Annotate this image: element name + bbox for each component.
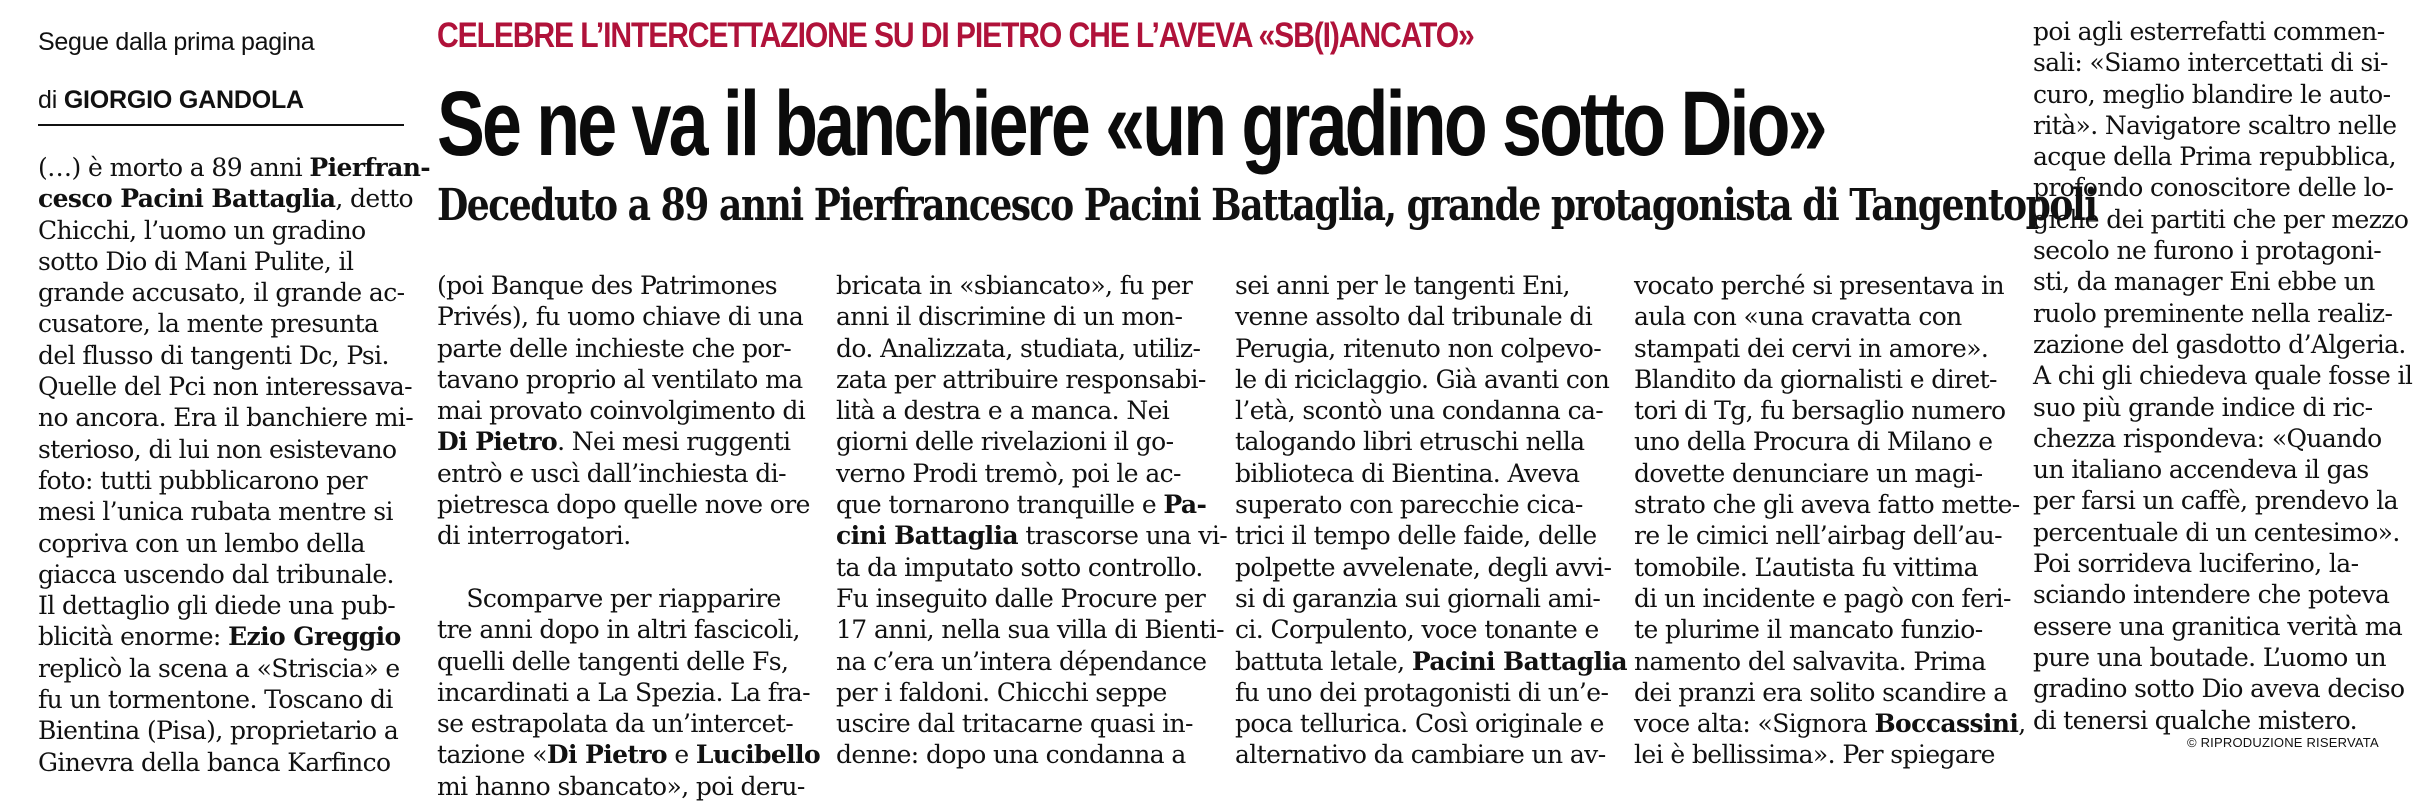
- text-line: [437, 771, 803, 802]
- text-line: [1634, 301, 2000, 332]
- text-segment: parte delle inchieste che por-: [437, 333, 792, 363]
- text-line: [836, 552, 1202, 583]
- bold-name: Pacini Battaglia: [1411, 646, 1627, 676]
- text-line: [1235, 708, 1604, 739]
- bold-name: Pierfran-: [309, 153, 431, 182]
- text-line: [836, 395, 1202, 426]
- text-segment: sei anni per le tangenti Eni,: [1235, 271, 1570, 300]
- text-line: [1634, 333, 2000, 364]
- text-line: [437, 739, 821, 770]
- text-line: [38, 340, 404, 371]
- text-line: [1634, 552, 2000, 583]
- text-line: [2033, 298, 2399, 329]
- text-segment: chezza rispondeva: «Quando: [2033, 423, 2382, 453]
- text-line: [2033, 360, 2413, 391]
- text-segment: incardinati a La Spezia. La fra-: [437, 677, 810, 707]
- text-segment: tomobile. L’autista fu vittima: [1634, 552, 1978, 582]
- text-line: [437, 646, 803, 677]
- text-segment: giche dei partiti che per mezzo: [2033, 204, 2409, 234]
- text-line: [836, 270, 1202, 301]
- text-line: [437, 489, 810, 520]
- headline: Se ne va il banchiere «un gradino sotto Dio»: [437, 73, 1825, 175]
- text-line: [836, 301, 1202, 332]
- text-segment: lei è bellissima». Per spiegare: [1634, 740, 1995, 770]
- text-segment: 17 anni, nella sua villa di Bienti-: [836, 615, 1224, 645]
- text-line: [2033, 705, 2399, 736]
- text-line: [1634, 646, 2000, 677]
- text-line: [437, 552, 803, 583]
- text-line: [38, 402, 414, 433]
- text-line: [836, 614, 1224, 645]
- text-segment: poi agli esterrefatti commen-: [2033, 17, 2385, 46]
- text-segment: mi hanno sbancato», poi deru-: [437, 771, 805, 801]
- text-line: [1634, 426, 2000, 457]
- text-segment: uno della Procura di Milano e: [1634, 427, 1993, 457]
- text-line: [2033, 141, 2399, 172]
- text-line: [1634, 489, 2020, 520]
- text-line: [2033, 204, 2409, 235]
- text-segment: Perugia, ritenuto non colpevo-: [1235, 333, 1602, 363]
- text-segment: Scomparve per riapparire: [437, 583, 781, 613]
- text-line: [836, 489, 1207, 520]
- article-column-6: [2033, 16, 2413, 736]
- text-segment: Bientina (Pisa), proprietario a: [38, 716, 399, 746]
- text-line: [836, 677, 1202, 708]
- text-segment: di tenersi qualche mistero.: [2033, 705, 2357, 735]
- bold-name: Di Pietro: [546, 740, 667, 770]
- text-line: [1235, 646, 1627, 677]
- text-line: [38, 215, 404, 246]
- text-segment: anni il discrimine di un mon-: [836, 302, 1183, 332]
- text-segment: del flusso di tangenti Dc, Psi.: [38, 340, 389, 370]
- text-segment: secolo ne furono i protagoni-: [2033, 236, 2382, 266]
- text-segment: que tornarono tranquille e: [836, 490, 1164, 520]
- text-line: [1235, 333, 1601, 364]
- kicker: CELEBRE L’INTERCETTAZIONE SU DI PIETRO CHE L’AVEVA «SB(I)ANCATO»: [437, 16, 1474, 55]
- article-column-3: [836, 270, 1228, 771]
- text-segment: e: [667, 740, 696, 770]
- text-line: [1235, 739, 1606, 770]
- text-line: [2033, 235, 2399, 266]
- text-segment: Il dettaglio gli diede una pub-: [38, 591, 396, 621]
- text-line: [437, 395, 806, 426]
- text-line: [2033, 579, 2399, 610]
- text-line: [1634, 583, 2011, 614]
- text-line: [836, 364, 1206, 395]
- text-line: [2033, 329, 2406, 360]
- text-line: [836, 426, 1202, 457]
- article-column-5: [1634, 270, 2026, 771]
- bold-name: Pa-: [1163, 490, 1207, 520]
- text-segment: zazione del gasdotto d’Algeria.: [2033, 329, 2406, 359]
- text-line: [38, 747, 404, 778]
- text-segment: sterioso, di lui non esistevano: [38, 434, 397, 464]
- text-line: [38, 528, 404, 559]
- text-segment: alternativo da cambiare un av-: [1235, 740, 1606, 770]
- text-segment: replicò la scena a «Striscia» e: [38, 653, 400, 683]
- text-segment: ,: [2018, 709, 2026, 739]
- text-line: [836, 333, 1202, 364]
- text-line: [2033, 172, 2399, 203]
- text-segment: tazione «: [437, 740, 547, 770]
- text-line: [38, 246, 404, 277]
- bold-name: Boccassini: [1874, 709, 2019, 739]
- text-segment: battuta letale,: [1235, 646, 1412, 676]
- text-segment: giorni delle rivelazioni il go-: [836, 427, 1174, 457]
- text-line: [1235, 364, 1610, 395]
- text-segment: gradino sotto Dio aveva deciso: [2033, 674, 2405, 704]
- text-segment: le di riciclaggio. Già avanti con: [1235, 364, 1610, 394]
- text-line: [1235, 583, 1601, 614]
- text-line: [38, 715, 404, 746]
- text-line: [1235, 520, 1601, 551]
- text-line: [437, 301, 803, 332]
- text-segment: na c’era un’intera dépendance: [836, 646, 1207, 676]
- text-segment: dovette denunciare un magi-: [1634, 458, 1983, 488]
- text-line: [38, 465, 404, 496]
- text-segment: trici il tempo delle faide, delle: [1235, 521, 1597, 551]
- text-line: [2033, 266, 2399, 297]
- text-segment: aula con «una cravatta con: [1634, 302, 1962, 332]
- text-segment: Blandito da giornalisti e diret-: [1634, 364, 1997, 394]
- text-line: [836, 458, 1202, 489]
- text-segment: Chicchi, l’uomo un gradino: [38, 215, 366, 245]
- text-segment: rità». Navigatore scaltro nelle: [2033, 110, 2397, 140]
- text-line: [2033, 79, 2399, 110]
- text-segment: tre anni dopo in altri fascicoli,: [437, 615, 800, 645]
- text-segment: di interrogatori.: [437, 521, 631, 551]
- text-line: [836, 646, 1207, 677]
- text-line: [1235, 614, 1601, 645]
- text-segment: quelli delle tangenti delle Fs,: [437, 646, 789, 676]
- text-line: [1634, 270, 2004, 301]
- text-segment: superato con parecchie cica-: [1235, 490, 1583, 520]
- text-segment: A chi gli chiedeva quale fosse il: [2033, 361, 2413, 391]
- article-column-2: [437, 270, 821, 802]
- article-column-1: [38, 152, 431, 778]
- text-line: [836, 583, 1206, 614]
- text-segment: polpette avvelenate, degli avvi-: [1235, 552, 1612, 582]
- text-segment: sotto Dio di Mani Pulite, il: [38, 246, 354, 276]
- bold-name: cini Battaglia: [836, 521, 1018, 551]
- text-line: [437, 364, 803, 395]
- text-segment: entrò e uscì dall’inchiesta di-: [437, 458, 786, 488]
- text-line: [2033, 611, 2403, 642]
- text-segment: poca tellurica. Così originale e: [1235, 709, 1604, 739]
- byline: [38, 86, 304, 115]
- text-segment: (poi Banque des Patrimones: [437, 271, 778, 300]
- text-line: [1634, 708, 2026, 739]
- text-segment: foto: tutti pubblicarono per: [38, 465, 368, 495]
- bold-name: Di Pietro: [437, 427, 558, 457]
- text-segment: do. Analizzata, studiata, utiliz-: [836, 333, 1201, 363]
- text-segment: ta da imputato sotto controllo.: [836, 552, 1203, 582]
- text-line: [2033, 47, 2399, 78]
- text-line: [437, 270, 803, 301]
- text-segment: namento del salvavita. Prima: [1634, 646, 1986, 676]
- text-segment: Privés), fu uomo chiave di una: [437, 302, 804, 332]
- text-segment: Ginevra della banca Karfinco: [38, 747, 391, 777]
- text-line: [1634, 614, 2000, 645]
- text-segment: l’età, scontò una condanna ca-: [1235, 396, 1604, 426]
- text-line: [38, 183, 413, 214]
- text-segment: mai provato coinvolgimento di: [437, 396, 806, 426]
- text-line: [1634, 395, 2006, 426]
- text-segment: biblioteca di Bientina. Aveva: [1235, 458, 1580, 488]
- bold-name: cesco Pacini Battaglia: [38, 184, 336, 214]
- continued-from-front-page: Segue dalla prima pagina: [38, 28, 315, 56]
- text-segment: sciando intendere che poteva: [2033, 580, 2390, 610]
- text-line: [2033, 392, 2399, 423]
- text-line: [38, 152, 431, 183]
- text-line: [2033, 642, 2399, 673]
- text-line: [437, 520, 803, 551]
- text-segment: fu un tormentone. Toscano di: [38, 685, 393, 715]
- text-segment: profondo conoscitore delle lo-: [2033, 173, 2394, 203]
- text-line: [1235, 489, 1601, 520]
- text-line: [2033, 673, 2405, 704]
- text-segment: pure una boutade. L’uomo un: [2033, 642, 2387, 672]
- article-column-4: [1235, 270, 1627, 771]
- text-segment: (…) è morto a 89 anni: [38, 153, 310, 182]
- text-line: [1235, 552, 1612, 583]
- text-line: [437, 677, 810, 708]
- text-line: [2033, 16, 2399, 47]
- text-segment: talogando libri etruschi nella: [1235, 427, 1585, 457]
- text-segment: curo, meglio blandire le auto-: [2033, 79, 2391, 109]
- text-line: [437, 458, 803, 489]
- text-segment: dei pranzi era solito scandire a: [1634, 677, 2008, 707]
- text-segment: di un incidente e pagò con feri-: [1634, 583, 2011, 613]
- text-segment: denne: dopo una condanna a: [836, 740, 1186, 770]
- text-line: [2033, 485, 2399, 516]
- text-segment: bricata in «sbiancato», fu per: [836, 271, 1193, 300]
- text-segment: mesi l’unica rubata mentre si: [38, 497, 393, 527]
- text-segment: trascorse una vi-: [1018, 521, 1228, 551]
- bold-name: Lucibello: [695, 740, 821, 770]
- text-line: [1235, 270, 1601, 301]
- text-line: [437, 708, 803, 739]
- text-line: [1235, 677, 1609, 708]
- text-segment: Fu inseguito dalle Procure per: [836, 583, 1206, 613]
- text-segment: te plurime il mancato funzio-: [1634, 615, 1983, 645]
- text-segment: grande accusato, il grande ac-: [38, 278, 405, 308]
- text-segment: Poi sorrideva luciferino, la-: [2033, 549, 2359, 579]
- text-segment: voce alta: «Signora: [1634, 709, 1875, 739]
- text-segment: per farsi un caffè, prendevo la: [2033, 486, 2398, 516]
- copyright-notice: © RIPRODUZIONE RISERVATA: [2187, 735, 2379, 750]
- text-segment: verno Prodi tremò, poi le ac-: [836, 458, 1181, 488]
- text-segment: vocato perché si presentava in: [1634, 271, 2004, 300]
- text-segment: uscire dal tritacarne quasi in-: [836, 709, 1193, 739]
- text-segment: venne assolto dal tribunale di: [1235, 302, 1593, 332]
- text-segment: acque della Prima repubblica,: [2033, 142, 2397, 172]
- text-line: [2033, 423, 2399, 454]
- text-segment: . Nei mesi ruggenti: [557, 427, 791, 457]
- text-segment: blicità enorme:: [38, 622, 229, 652]
- text-segment: si di garanzia sui giornali ami-: [1235, 583, 1601, 613]
- text-segment: strato che gli aveva fatto mette-: [1634, 490, 2020, 520]
- text-segment: Quelle del Pci non interessava-: [38, 372, 412, 402]
- text-line: [836, 708, 1202, 739]
- text-line: [2033, 517, 2399, 548]
- text-segment: fu uno dei protagonisti di un’e-: [1235, 677, 1609, 707]
- text-line: [38, 590, 404, 621]
- text-line: [38, 371, 412, 402]
- text-line: [1634, 677, 2008, 708]
- text-segment: tavano proprio al ventilato ma: [437, 364, 803, 394]
- text-line: [2033, 110, 2399, 141]
- text-segment: se estrapolata da un’intercet-: [437, 709, 794, 739]
- text-segment: giacca uscendo dal tribunale.: [38, 559, 394, 589]
- subheadline: Deceduto a 89 anni Pierfrancesco Pacini Battaglia, grande protagonista di Tangentopoli: [437, 180, 2097, 231]
- text-segment: lità a destra e a manca. Nei: [836, 396, 1170, 426]
- text-line: [2033, 454, 2399, 485]
- text-line: [437, 426, 803, 457]
- text-line: [1235, 395, 1604, 426]
- text-segment: stampati dei cervi in amore».: [1634, 333, 1989, 363]
- bold-name: Ezio Greggio: [228, 622, 401, 652]
- text-line: [38, 434, 404, 465]
- text-segment: re le cimici nell’airbag dell’au-: [1634, 521, 2003, 551]
- text-line: [2033, 548, 2399, 579]
- text-line: [437, 614, 803, 645]
- text-line: [1634, 739, 2000, 770]
- text-segment: , detto: [335, 184, 413, 214]
- text-segment: ci. Corpulento, voce tonante e: [1235, 615, 1599, 645]
- text-line: [38, 653, 404, 684]
- text-line: [437, 333, 803, 364]
- text-segment: un italiano accendeva il gas: [2033, 455, 2369, 485]
- text-segment: percentuale di un centesimo».: [2033, 517, 2400, 547]
- text-line: [38, 496, 404, 527]
- text-line: [38, 684, 404, 715]
- text-line: [38, 559, 404, 590]
- text-segment: suo più grande indice di ric-: [2033, 392, 2373, 422]
- text-segment: copriva con un lembo della: [38, 528, 365, 558]
- text-segment: cusatore, la mente presunta: [38, 309, 379, 339]
- text-line: [1235, 301, 1601, 332]
- text-segment: essere una granitica verità ma: [2033, 611, 2403, 641]
- text-segment: pietresca dopo quelle nove ore: [437, 490, 810, 520]
- byline-rule: [38, 124, 404, 126]
- text-line: [1235, 426, 1601, 457]
- text-line: [1235, 458, 1601, 489]
- text-line: [38, 308, 404, 339]
- text-line: [836, 739, 1202, 770]
- text-line: [437, 583, 803, 614]
- text-line: [38, 621, 404, 652]
- text-line: [1634, 520, 2003, 551]
- text-segment: sali: «Siamo intercettati di si-: [2033, 48, 2388, 78]
- text-line: [38, 277, 404, 308]
- text-line: [1634, 458, 2000, 489]
- text-segment: sti, da manager Eni ebbe un: [2033, 267, 2375, 297]
- text-segment: zata per attribuire responsabi-: [836, 364, 1206, 394]
- text-segment: ruolo preminente nella realiz-: [2033, 298, 2393, 328]
- text-line: [836, 520, 1228, 551]
- author-name: GIORGIO GANDOLA: [63, 86, 304, 114]
- text-line: [1634, 364, 2000, 395]
- text-segment: per i faldoni. Chicchi seppe: [836, 677, 1167, 707]
- text-segment: no ancora. Era il banchiere mi-: [38, 403, 414, 433]
- text-segment: tori di Tg, fu bersaglio numero: [1634, 396, 2006, 426]
- byline-prefix: di: [38, 86, 64, 114]
